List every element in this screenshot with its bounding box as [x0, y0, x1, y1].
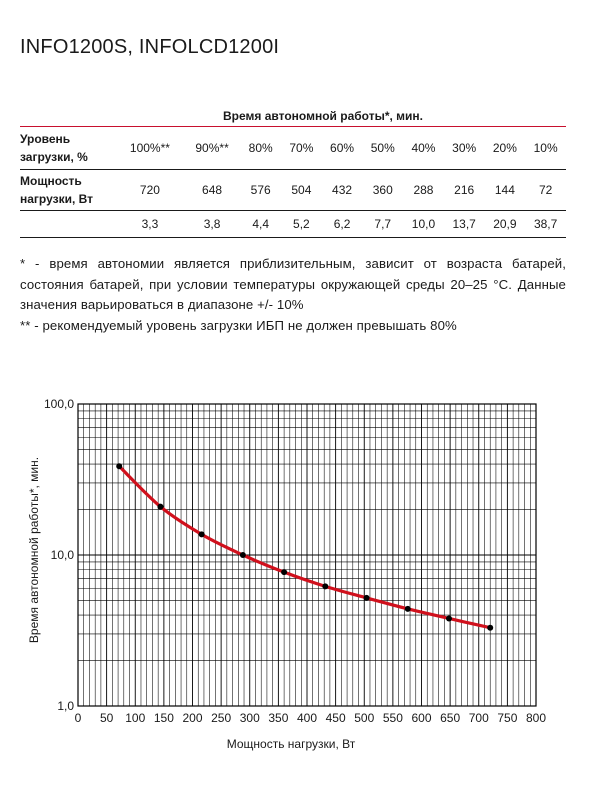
footnote-load-level: ** - рекомендуемый уровень загрузки ИБП не должен превышать 80%: [20, 317, 457, 333]
power-cell: 72: [525, 170, 566, 211]
power-label: Мощность нагрузки, Вт: [20, 170, 116, 211]
data-point: [281, 569, 287, 575]
x-tick-label: 600: [411, 711, 432, 725]
load-cell: 60%: [322, 127, 363, 170]
data-point: [157, 504, 163, 510]
time-cell: 10,0: [403, 211, 444, 238]
power-cell: 648: [184, 170, 241, 211]
time-row: [20, 211, 566, 238]
x-tick-label: 550: [382, 711, 403, 725]
y-axis-label: Время автономной работы*, мин.: [27, 456, 41, 644]
runtime-chart: [0, 380, 605, 760]
x-tick-label: 50: [99, 711, 114, 725]
time-cell: 3,3: [116, 211, 184, 238]
x-tick-label: 100: [125, 711, 146, 725]
power-cell: 576: [240, 170, 281, 211]
runtime-curve: [119, 466, 490, 627]
runtime-table: [20, 106, 566, 238]
y-tick-label: 1,0: [57, 699, 74, 713]
x-tick-label: 500: [354, 711, 375, 725]
time-cell: 6,2: [322, 211, 363, 238]
time-cell: 3,8: [184, 211, 241, 238]
footnote-autonomy: * - время автономии является приблизительным, зависит от возраста батарей, состояния батарей, при условии температуры окружающей среды 20–25 °С. Данные значения варьироваться в диапазоне +/- 10%: [20, 256, 566, 312]
y-tick-label: 10,0: [50, 548, 74, 562]
x-tick-label: 700: [468, 711, 489, 725]
x-tick-label: 150: [153, 711, 174, 725]
power-cell: 720: [116, 170, 184, 211]
power-row: [20, 170, 566, 211]
load-cell: 70%: [281, 127, 322, 170]
load-cell: 90%**: [184, 127, 241, 170]
page-title: INFO1200S, INFOLCD1200I: [20, 36, 280, 58]
x-tick-label: 300: [239, 711, 260, 725]
data-point: [446, 615, 452, 621]
power-cell: 216: [444, 170, 485, 211]
time-cell: 4,4: [240, 211, 281, 238]
data-point: [487, 625, 493, 631]
load-cell: 40%: [403, 127, 444, 170]
time-cell: 7,7: [362, 211, 403, 238]
load-cell: 10%: [525, 127, 566, 170]
load-cell: 100%**: [116, 127, 184, 170]
data-point: [116, 463, 122, 469]
x-tick-label: 200: [182, 711, 203, 725]
x-tick-label: 0: [74, 711, 82, 725]
data-point: [240, 552, 246, 558]
y-tick-label: 100,0: [43, 397, 74, 411]
time-cell: 5,2: [281, 211, 322, 238]
load-cell: 50%: [362, 127, 403, 170]
load-cell: 20%: [485, 127, 526, 170]
data-point: [199, 531, 205, 537]
x-axis-label: Мощность нагрузки, Вт: [226, 737, 356, 751]
load-cell: 80%: [240, 127, 281, 170]
table-header: Время автономной работы*, мин.: [20, 106, 566, 127]
power-cell: 432: [322, 170, 363, 211]
time-cell: 38,7: [525, 211, 566, 238]
power-cell: 504: [281, 170, 322, 211]
power-cell: 288: [403, 170, 444, 211]
x-tick-label: 650: [440, 711, 461, 725]
x-tick-label: 250: [211, 711, 232, 725]
time-cell: 20,9: [485, 211, 526, 238]
x-tick-label: 450: [325, 711, 346, 725]
load-cell: 30%: [444, 127, 485, 170]
data-point: [405, 606, 411, 612]
x-tick-label: 350: [268, 711, 289, 725]
footnotes: [20, 254, 566, 336]
load-label: Уровень загрузки, %: [20, 127, 116, 170]
data-point: [322, 583, 328, 589]
x-tick-label: 800: [525, 711, 547, 725]
x-tick-label: 400: [296, 711, 318, 725]
x-tick-label: 750: [497, 711, 518, 725]
power-cell: 360: [362, 170, 403, 211]
load-row: [20, 127, 566, 170]
time-cell: 13,7: [444, 211, 485, 238]
data-point: [364, 595, 370, 601]
power-cell: 144: [485, 170, 526, 211]
time-label-empty: [20, 211, 116, 238]
